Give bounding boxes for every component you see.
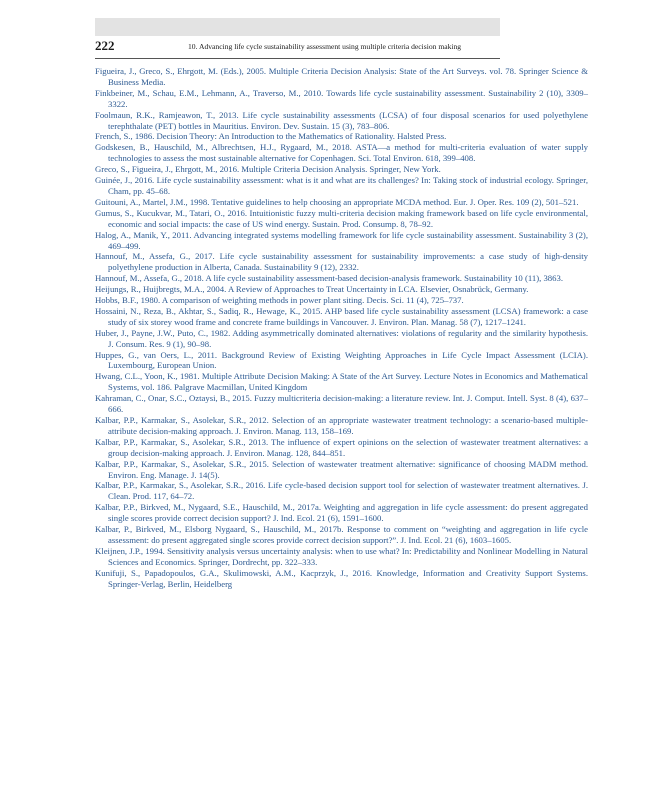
reference-entry: Guitouni, A., Martel, J.M., 1998. Tentative guidelines to help choosing an appropriate MCDA method. Eur. J. Oper. Res. 109 (2), 501–521. — [95, 196, 579, 207]
reference-entry: French, S., 1986. Decision Theory: An Introduction to the Mathematics of Rationality. Halsted Press. — [95, 131, 447, 142]
reference-entry: Hossaini, N., Reza, B., Akhtar, S., Sadiq, R., Hewage, K., 2015. AHP based life cycle sustainability assessment (LCSA) framework: a case study of six storey wood frame and concrete frame buildings in Vancouver. J. Environ. Plan. Manag. 58 (7), 1217–1241. — [95, 305, 588, 327]
reference-entry: Kahraman, C., Onar, S.C., Oztaysi, B., 2015. Fuzzy multicriteria decision-making: a literature review. Int. J. Comput. Intell. Syst. 8 (4), 637–666. — [95, 393, 588, 415]
reference-entry: Heijungs, R., Huijbregts, M.A., 2004. A Review of Approaches to Treat Uncertainty in LCA. Elsevier, Osnabrück, Germany. — [95, 284, 529, 295]
reference-entry: Guinée, J., 2016. Life cycle sustainability assessment: what is it and what are its challenges? In: Taking stock of industrial ecology. Springer, Cham, pp. 45–68. — [95, 175, 588, 196]
reference-entry: Halog, A., Manik, Y., 2011. Advancing integrated systems modelling framework for life cycle sustainability assessment. Sustainability 3 (2), 469–499. — [95, 229, 588, 251]
page-number: 222 — [95, 38, 115, 53]
running-title: 10. Advancing life cycle sustainability assessment using multiple criteria decision making — [188, 42, 462, 51]
reference-entry: Finkbeiner, M., Schau, E.M., Lehmann, A., Traverso, M., 2010. Towards life cycle sustainability assessment. Sustainability 2 (10), 3309–3322. — [95, 87, 588, 109]
reference-entry: Huber, J., Payne, J.W., Puto, C., 1982. Adding asymmetrically dominated alternatives: violations of regularity and the similarity hypothesis. J. Consum. Res. 9 (1), 90–98. — [95, 327, 588, 349]
reference-entry: Hobbs, B.F., 1980. A comparison of weighting methods in power plant siting. Decis. Sci. 11 (4), 725–737. — [95, 295, 464, 306]
reference-entry: Kalbar, P., Birkved, M., Elsborg Nygaard, S., Hauschild, M., 2017b. Response to comment on “weighting and aggregation in life cycle assessment: do present aggregated single scores provide correct decision support?”. J. Ind. Ecol. 21 (6), 1603–1605. — [95, 524, 588, 545]
reference-entry: Kleijnen, J.P., 1994. Sensitivity analysis versus uncertainty analysis: when to use what? In: Predictability and Nonlinear Modelling in Natural Sciences and Economics. Springer, Dordrecht, pp. 322–333. — [95, 545, 588, 567]
reference-entry: Figueira, J., Greco, S., Ehrgott, M. (Eds.), 2005. Multiple Criteria Decision Analysis: State of the Art Surveys. vol. 78. Springer Science & Business Media. — [95, 66, 588, 87]
reference-entry: Kalbar, P.P., Karmakar, S., Asolekar, S.R., 2012. Selection of an appropriate wastewater treatment technology: a scenario-based multiple-attribute decision-making approach. J. Environ. Manag. 113, 158–169. — [95, 415, 588, 436]
reference-entry: Huppes, G., van Oers, L., 2011. Background Review of Existing Weighting Approaches in Life Cycle Impact Assessment (LCIA). Luxembourg, European Union. — [95, 349, 588, 371]
reference-list — [95, 66, 588, 590]
reference-entry: Kalbar, P.P., Karmakar, S., Asolekar, S.R., 2016. Life cycle-based decision support tool for selection of wastewater treatment alternatives. J. Clean. Prod. 117, 64–72. — [95, 480, 588, 502]
reference-entry: Kalbar, P.P., Karmakar, S., Asolekar, S.R., 2015. Selection of wastewater treatment alternative: significance of choosing MADM method. Environ. Eng. Manage. J. 14(5). — [95, 458, 588, 480]
reference-entry: Greco, S., Figueira, J., Ehrgott, M., 2016. Multiple Criteria Decision Analysis. Springer, New York. — [95, 164, 441, 175]
page-top-band — [95, 18, 500, 36]
reference-entry: Hannouf, M., Assefa, G., 2018. A life cycle sustainability assessment-based decision-analysis framework. Sustainability 10 (11), 3863. — [95, 273, 563, 284]
reference-entry: Kalbar, P.P., Birkved, M., Nygaard, S.E., Hauschild, M., 2017a. Weighting and aggregation in life cycle assessment: do present aggregated single scores provide correct decision support? J. Ind. Ecol. 21 (6), 1591–1600. — [95, 502, 588, 524]
reference-entry: Hwang, C.L., Yoon, K., 1981. Multiple Attribute Decision Making: A State of the Art Survey. Lecture Notes in Economics and Mathematical Systems, vol. 186. Palgrave Macmillan, United Kingdom — [95, 371, 588, 393]
reference-entry: Kalbar, P.P., Karmakar, S., Asolekar, S.R., 2013. The influence of expert opinions on the selection of wastewater treatment alternatives: a group decision-making approach. J. Environ. Manag. 128, 844–851. — [95, 436, 588, 458]
reference-entry: Foolmaun, R.K., Ramjeawon, T., 2013. Life cycle sustainability assessments (LCSA) of four disposal scenarios for used polyethylene terephthalate (PET) bottles in Mauritius. Environ. Dev. Sustain. 15 (3), 783–806. — [95, 109, 588, 131]
reference-entry: Godskesen, B., Hauschild, M., Albrechtsen, H.J., Rygaard, M., 2018. ASTA—a method for multi-criteria evaluation of water supply technologies to assess the most sustainable alternative for Copenhagen. Sci. Total Environ. 618, 399–408. — [95, 142, 588, 164]
page-header — [95, 36, 500, 59]
reference-entry: Gumus, S., Kucukvar, M., Tatari, O., 2016. Intuitionistic fuzzy multi-criteria decision making framework based on life cycle environmental, economic and social impacts: the case of US wind energy. Sustain. Prod. Consump. 8, 78–92. — [95, 207, 588, 229]
reference-entry: Kunifuji, S., Papadopoulos, G.A., Skulimowski, A.M., Kacprzyk, J., 2016. Knowledge, Information and Creativity Support Systems. Springer-Verlag, Berlin, Heidelberg — [95, 567, 588, 589]
reference-entry: Hannouf, M., Assefa, G., 2017. Life cycle sustainability assessment for sustainability improvements: a case study of high-density polyethylene production in Alberta, Canada. Sustainability 9 (12), 2332. — [95, 251, 588, 273]
